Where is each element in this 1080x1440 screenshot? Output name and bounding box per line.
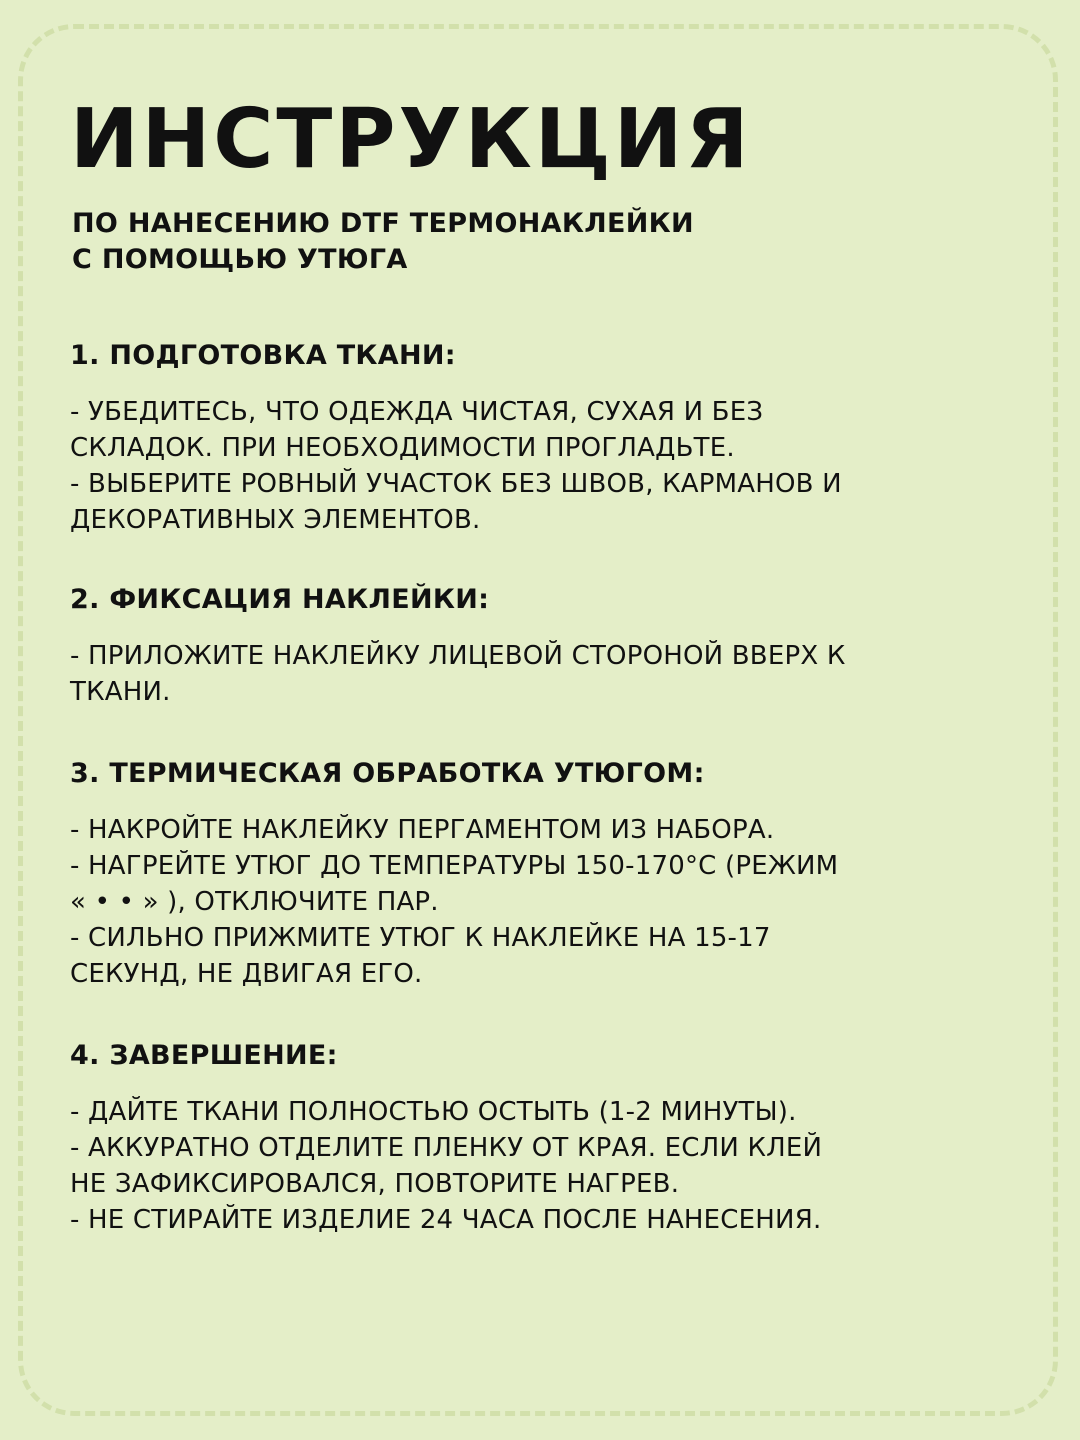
section-heading: 3. ТЕРМИЧЕСКАЯ ОБРАБОТКА УТЮГОМ: bbox=[70, 758, 705, 789]
subtitle-line-1: ПО НАНЕСЕНИЮ DTF ТЕРМОНАКЛЕЙКИ bbox=[72, 208, 694, 239]
subtitle-line-2: С ПОМОЩЬЮ УТЮГА bbox=[72, 244, 408, 275]
page-subtitle bbox=[72, 206, 1020, 278]
section-line: - АККУРАТНО ОТДЕЛИТЕ ПЛЕНКУ ОТ КРАЯ. ЕСЛИ КЛЕЙ bbox=[70, 1133, 823, 1163]
section-body bbox=[70, 812, 1020, 992]
section-line: « • • » ), ОТКЛЮЧИТЕ ПАР. bbox=[70, 887, 439, 917]
section-line: СКЛАДОК. ПРИ НЕОБХОДИМОСТИ ПРОГЛАДЬТЕ. bbox=[70, 433, 735, 463]
section-line: - ПРИЛОЖИТЕ НАКЛЕЙКУ ЛИЦЕВОЙ СТОРОНОЙ ВВЕРХ К bbox=[70, 641, 846, 671]
section-line: СЕКУНД, НЕ ДВИГАЯ ЕГО. bbox=[70, 959, 423, 989]
section-line: ДЕКОРАТИВНЫХ ЭЛЕМЕНТОВ. bbox=[70, 505, 481, 535]
section-heading: 1. ПОДГОТОВКА ТКАНИ: bbox=[70, 340, 456, 371]
section-heading: 2. ФИКСАЦИЯ НАКЛЕЙКИ: bbox=[70, 584, 490, 615]
section-line: - ВЫБЕРИТЕ РОВНЫЙ УЧАСТОК БЕЗ ШВОВ, КАРМАНОВ И bbox=[70, 469, 842, 499]
section-heat-treatment bbox=[70, 756, 1020, 992]
section-line: ТКАНИ. bbox=[70, 677, 171, 707]
section-preparation bbox=[70, 338, 1020, 538]
section-completion bbox=[70, 1038, 1020, 1238]
section-body bbox=[70, 638, 1020, 710]
instruction-card bbox=[70, 92, 1020, 1238]
instruction-sections bbox=[70, 338, 1020, 1238]
section-line: НЕ ЗАФИКСИРОВАЛСЯ, ПОВТОРИТЕ НАГРЕВ. bbox=[70, 1169, 680, 1199]
section-heading: 4. ЗАВЕРШЕНИЕ: bbox=[70, 1040, 338, 1071]
section-line: - СИЛЬНО ПРИЖМИТЕ УТЮГ К НАКЛЕЙКЕ НА 15-17 bbox=[70, 923, 771, 953]
section-line: - НАГРЕЙТЕ УТЮГ ДО ТЕМПЕРАТУРЫ 150-170°С (РЕЖИМ bbox=[70, 851, 839, 881]
section-line: - ДАЙТЕ ТКАНИ ПОЛНОСТЬЮ ОСТЫТЬ (1-2 МИНУТЫ). bbox=[70, 1097, 797, 1127]
section-fixation bbox=[70, 582, 1020, 710]
page-title: ИНСТРУКЦИЯ bbox=[70, 92, 752, 187]
section-line: - НЕ СТИРАЙТЕ ИЗДЕЛИЕ 24 ЧАСА ПОСЛЕ НАНЕСЕНИЯ. bbox=[70, 1205, 822, 1235]
section-body bbox=[70, 1094, 1020, 1238]
section-line: - НАКРОЙТЕ НАКЛЕЙКУ ПЕРГАМЕНТОМ ИЗ НАБОРА. bbox=[70, 815, 775, 845]
section-body bbox=[70, 394, 1020, 538]
section-line: - УБЕДИТЕСЬ, ЧТО ОДЕЖДА ЧИСТАЯ, СУХАЯ И БЕЗ bbox=[70, 397, 764, 427]
